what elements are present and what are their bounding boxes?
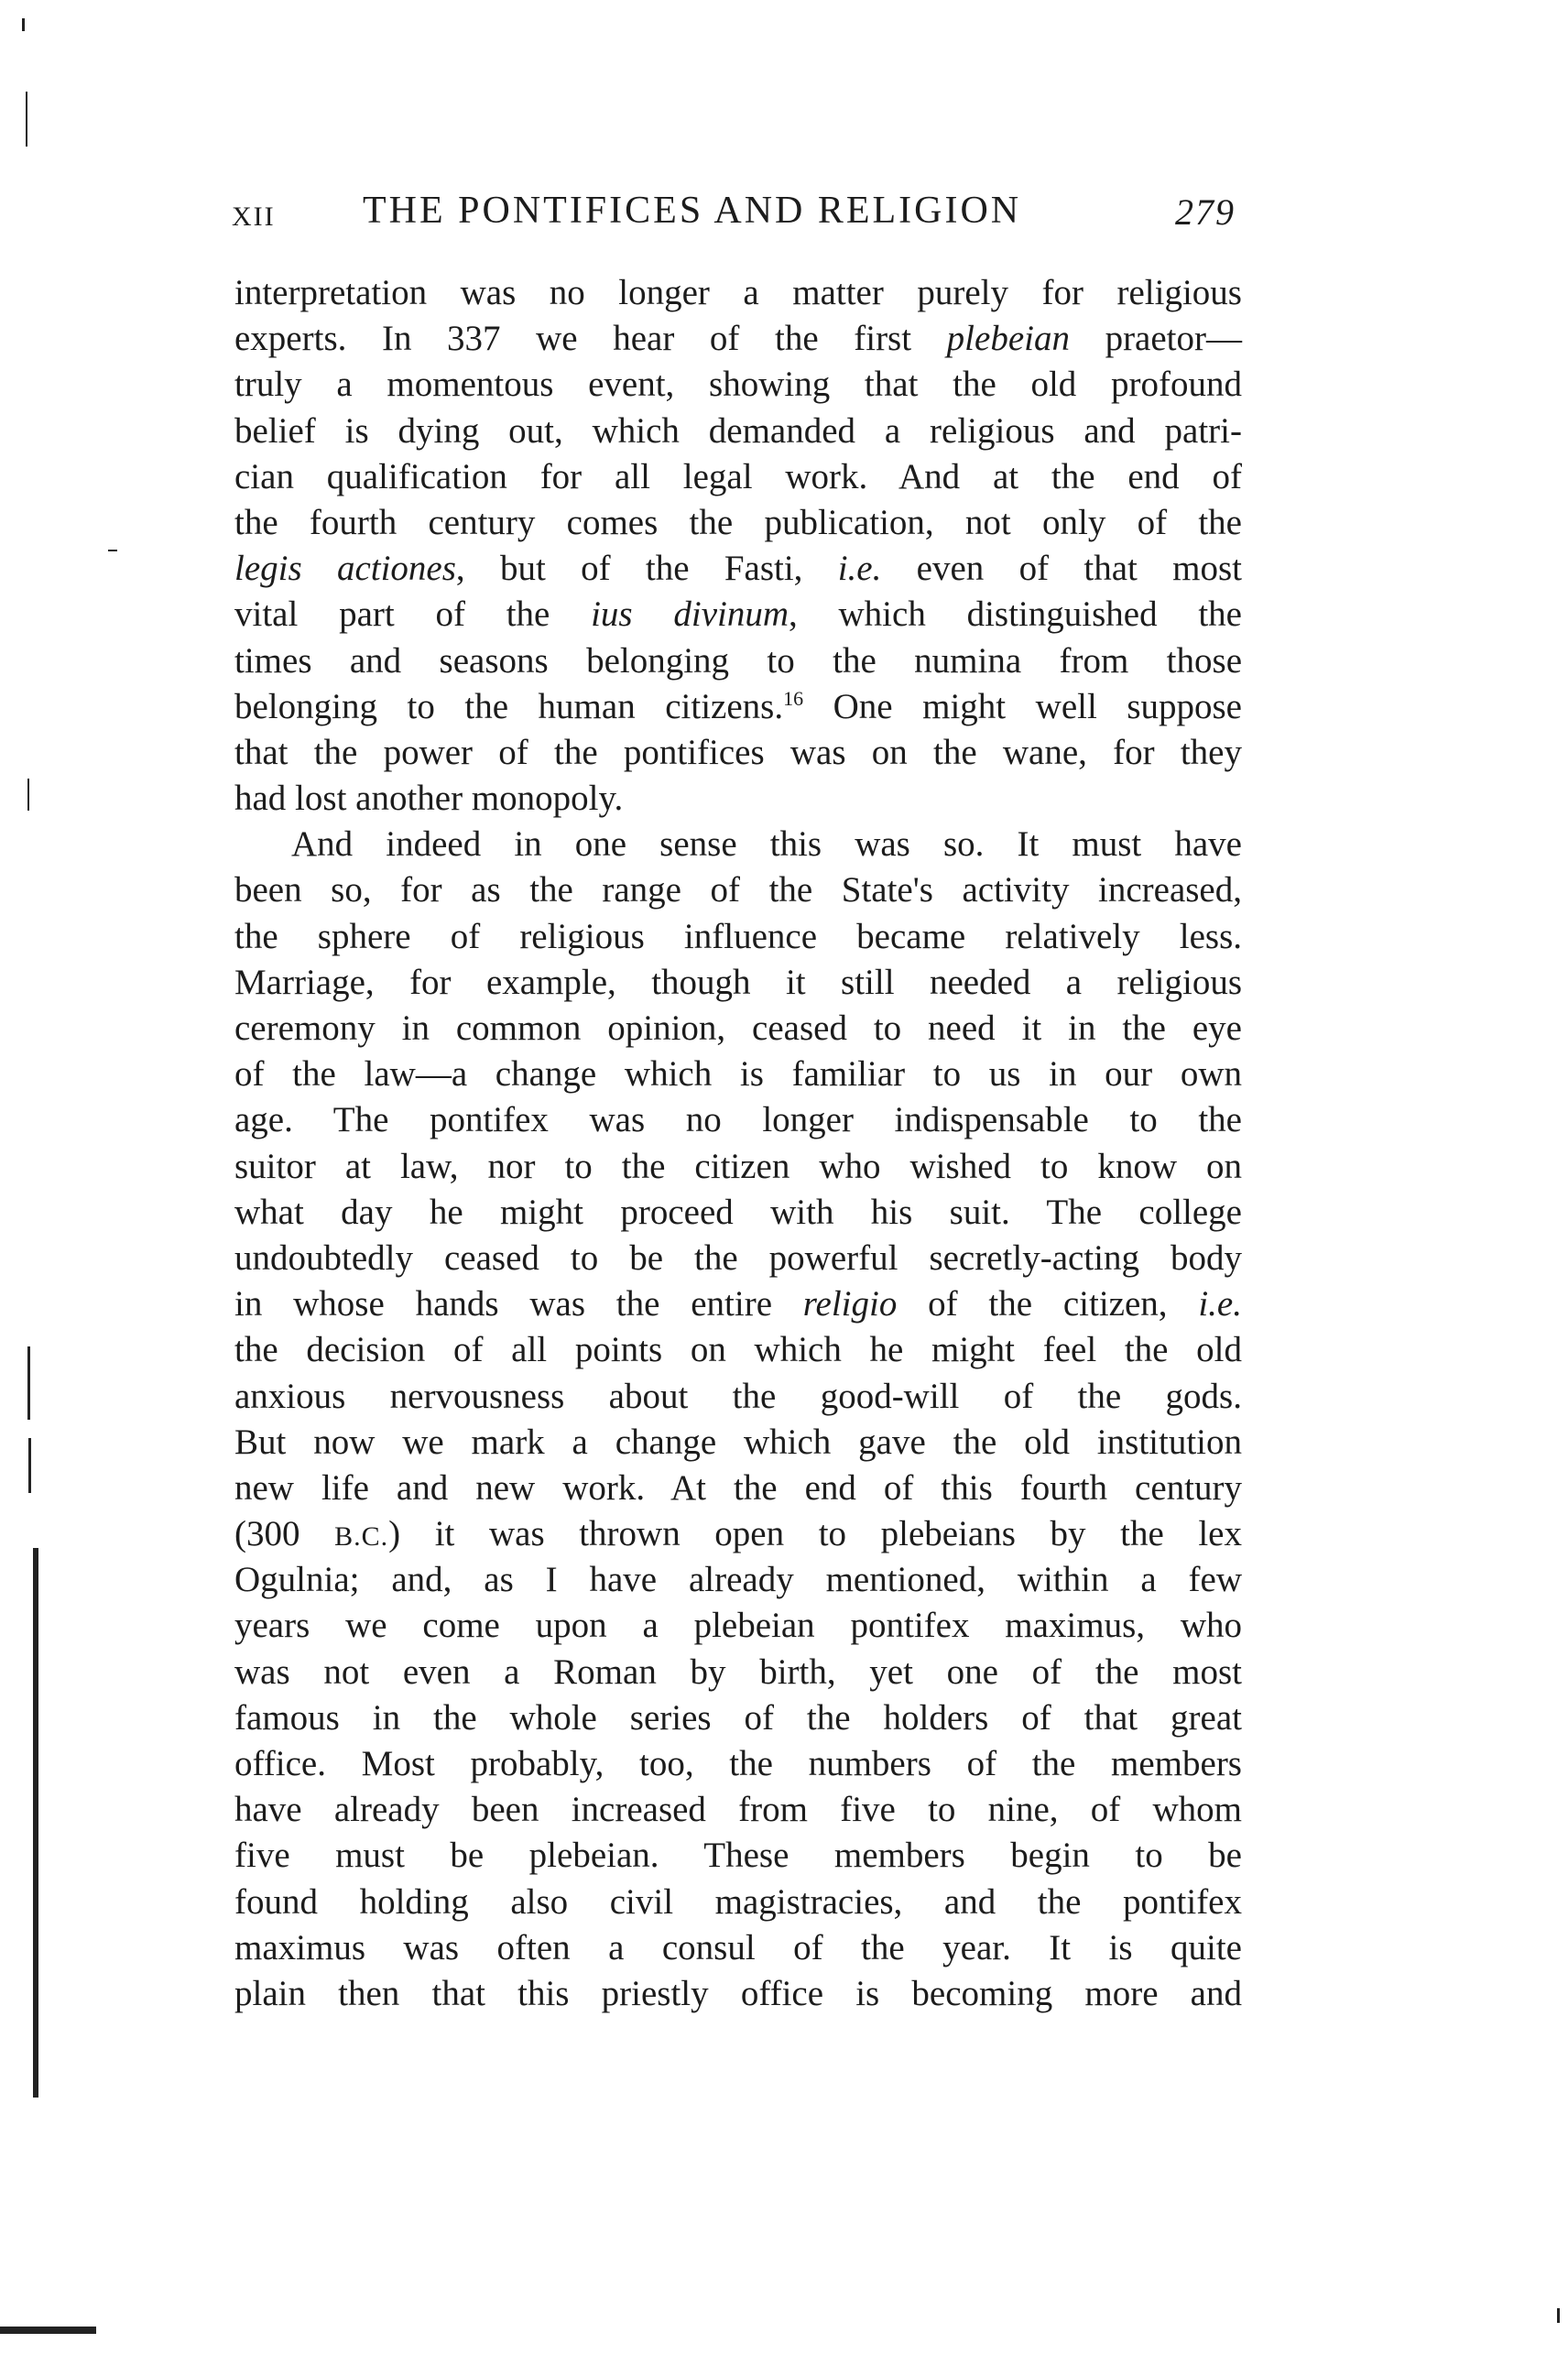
text-line: the sphere of religious influence became relatively less. xyxy=(234,916,1242,956)
text-line: the fourth century comes the publication, not only of the xyxy=(234,502,1242,542)
scan-edge-mark xyxy=(33,1548,38,2098)
text-line: Ogulnia; and, as I have already mentioned, within a few xyxy=(234,1560,1242,1600)
scan-edge-mark xyxy=(27,779,29,811)
text-line: suitor at law, nor to the citizen who wished to know on xyxy=(234,1146,1242,1186)
text-line: five must be plebeian. These members begin to be xyxy=(234,1836,1242,1876)
running-header xyxy=(232,183,1239,247)
scan-edge-mark xyxy=(27,1346,30,1420)
text-line: vital part of the ius divinum, which distinguished the xyxy=(234,594,1242,635)
text-line: undoubtedly ceased to be the powerful secretly-acting body xyxy=(234,1237,1242,1278)
text-line: cian qualification for all legal work. And at the end of xyxy=(234,456,1242,496)
text-line: in whose hands was the entire religio of the citizen, i.e. xyxy=(234,1284,1242,1324)
text-line: found holding also civil magistracies, and the pontifex xyxy=(234,1881,1242,1922)
text-line: But now we mark a change which gave the old institution xyxy=(234,1422,1242,1462)
text-line: maximus was often a consul of the year. It is quite xyxy=(234,1927,1242,1967)
text-line: that the power of the pontifices was on the wane, for they xyxy=(234,732,1242,772)
text-line: legis actiones, but of the Fasti, i.e. even of that most xyxy=(234,549,1242,589)
text-line: interpretation was no longer a matter purely for religious xyxy=(234,273,1242,312)
scan-edge-mark xyxy=(28,1438,31,1493)
scan-edge-mark xyxy=(0,2327,96,2334)
text-line: had lost another monopoly. xyxy=(234,779,624,819)
text-line: (300 B.C.) it was thrown open to plebeians by the lex xyxy=(234,1514,1242,1554)
running-title: THE PONTIFICES AND RELIGION xyxy=(363,190,1022,232)
text-line: age. The pontifex was no longer indispensable to the xyxy=(234,1100,1242,1140)
text-line: And indeed in one sense this was so. It must have xyxy=(291,824,1242,865)
text-line: of the law—a change which is familiar to us in our own xyxy=(234,1054,1242,1095)
text-line: office. Most probably, too, the numbers of the members xyxy=(234,1744,1242,1783)
text-line: plain then that this priestly office is becoming more and xyxy=(234,1973,1242,2013)
body-text xyxy=(234,270,1242,2017)
text-line: been so, for as the range of the State's activity increased, xyxy=(234,870,1242,910)
text-line: belonging to the human citizens.$^{16}$ One might well suppose xyxy=(234,686,1242,726)
text-line: was not even a Roman by birth, yet one of the most xyxy=(234,1651,1242,1692)
text-line: truly a momentous event, showing that the old profound xyxy=(234,365,1242,405)
text-line: anxious nervousness about the good-will of the gods. xyxy=(234,1376,1242,1416)
text-line: belief is dying out, which demanded a religious and patri- xyxy=(234,410,1242,451)
text-line: ceremony in common opinion, ceased to need it in the eye xyxy=(234,1008,1242,1048)
text-line: have already been increased from five to nine, of whom xyxy=(234,1790,1242,1830)
text-line: what day he might proceed with his suit. The college xyxy=(234,1192,1242,1232)
text-line: times and seasons belonging to the numina from those xyxy=(234,640,1242,681)
scan-edge-mark xyxy=(1557,2308,1560,2323)
scan-edge-mark xyxy=(26,92,27,147)
text-line: new life and new work. At the end of this fourth century xyxy=(234,1467,1242,1508)
text-line: the decision of all points on which he might feel the old xyxy=(234,1330,1242,1370)
chapter-number: XII xyxy=(232,202,276,232)
text-line: years we come upon a plebeian pontifex maximus, who xyxy=(234,1606,1242,1646)
page-number: 279 xyxy=(1175,191,1236,233)
text-line: Marriage, for example, though it still needed a religious xyxy=(234,962,1242,1002)
text-line: experts. In 337 we hear of the first plebeian praetor— xyxy=(234,319,1242,359)
scan-edge-mark xyxy=(22,18,25,31)
scan-edge-mark xyxy=(108,550,117,551)
footnote-ref[interactable]: 16 xyxy=(783,686,804,710)
text-line: famous in the whole series of the holders of that great xyxy=(234,1697,1242,1738)
